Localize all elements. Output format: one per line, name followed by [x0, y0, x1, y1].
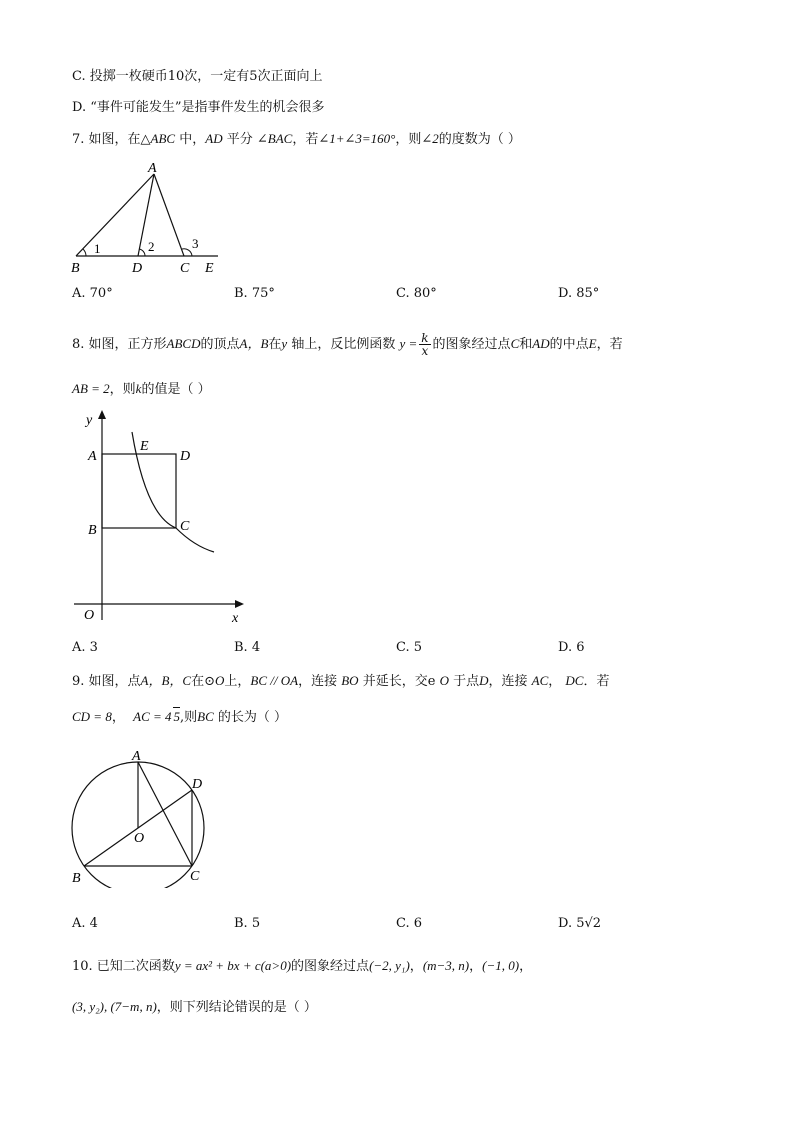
q8-label-b: B — [88, 523, 97, 538]
q7-side-ab — [76, 174, 154, 256]
q9-option-c[interactable]: C. 6 — [396, 916, 423, 931]
q7-label-b: B — [71, 261, 80, 276]
q8-square-figure — [66, 406, 256, 628]
q7-label-1: 1 — [94, 241, 101, 256]
q9-label-c: C — [190, 869, 200, 884]
q8-text-line2: AB = 2，则k的值是（ ） — [72, 381, 211, 397]
q8-fraction: $\frac{k}{x}$ — [421, 331, 429, 358]
q8-option-c[interactable]: C. 5 — [396, 640, 423, 655]
q9-segment-ac — [138, 762, 192, 866]
q7-option-d[interactable]: D. 85° — [558, 286, 600, 301]
q10-text: 10. 已知二次函数y = ax² + bx + c(a>0)的图象经过点(−2, y₁)，(m−3, n)，(−1, 0)， — [72, 958, 533, 974]
q7-label-a: A — [148, 161, 157, 176]
q7-label-2: 2 — [148, 239, 155, 254]
q9-label-b: B — [72, 871, 81, 886]
q7-option-c[interactable]: C. 80° — [396, 286, 437, 301]
option-c-previous: C. 投掷一枚硬币10次，一定有5次正面向上 — [72, 69, 323, 84]
q9-label-d: D — [192, 777, 203, 792]
option-d-previous: D. “事件可能发生”是指事件发生的机会很多 — [72, 100, 325, 115]
q7-label-d: D — [132, 261, 143, 276]
q7-triangle-figure — [66, 158, 226, 278]
q8-label-d: D — [180, 449, 191, 464]
q9-label-o: O — [134, 831, 145, 846]
q8-label-c: C — [180, 519, 190, 534]
q9-text: 9. 如图，点A，B，C在⊙O上，BC // OA，连接 BO 并延长，交e O 于点D，连接 AC， DC．若 — [72, 673, 610, 689]
q9-sqrt: 5 — [173, 707, 181, 727]
q7-side-ac — [154, 174, 184, 256]
q7-option-a[interactable]: A. 70° — [72, 286, 113, 301]
q9-label-a: A — [132, 749, 141, 764]
q7-option-b[interactable]: B. 75° — [234, 286, 275, 301]
q8-x-arrow — [235, 600, 244, 608]
q8-y-arrow — [98, 410, 106, 419]
q8-text: 8. 如图，正方形ABCD的顶点A，B在y 轴上，反比例函数 y = $\frac{k}{x}$ 的图象经过点C和AD的中点E，若 — [72, 331, 623, 358]
q7-angle2-arc — [139, 249, 145, 256]
q8-option-b[interactable]: B. 4 — [234, 640, 261, 655]
q9-option-a[interactable]: A. 4 — [72, 916, 98, 931]
q9-option-b[interactable]: B. 5 — [234, 916, 261, 931]
q8-label-e: E — [140, 439, 149, 454]
q7-text: 7. 如图，在△ABC 中，AD 平分 ∠BAC，若∠1+∠3=160°，则∠2的度数为（ ） — [72, 131, 521, 147]
q9-option-d[interactable]: D. 5√2 — [558, 916, 602, 931]
q8-label-a: A — [88, 449, 97, 464]
q8-label-o: O — [84, 608, 95, 623]
q8-option-d[interactable]: D. 6 — [558, 640, 585, 655]
q9-text-line2: CD = 8， AC = 4 5,则BC 的长为（ ） — [72, 709, 288, 725]
q8-label-x: x — [232, 611, 239, 626]
q10-text-line2: (3, y₂), (7−m, n)，则下列结论错误的是（ ） — [72, 999, 317, 1015]
q9-circle-figure — [62, 740, 222, 888]
q8-label-y: y — [86, 413, 93, 428]
q8-option-a[interactable]: A. 3 — [72, 640, 98, 655]
q7-label-3: 3 — [192, 236, 199, 251]
q7-label-c: C — [180, 261, 190, 276]
q7-angle1-arc — [83, 249, 86, 256]
q7-label-e: E — [205, 261, 214, 276]
